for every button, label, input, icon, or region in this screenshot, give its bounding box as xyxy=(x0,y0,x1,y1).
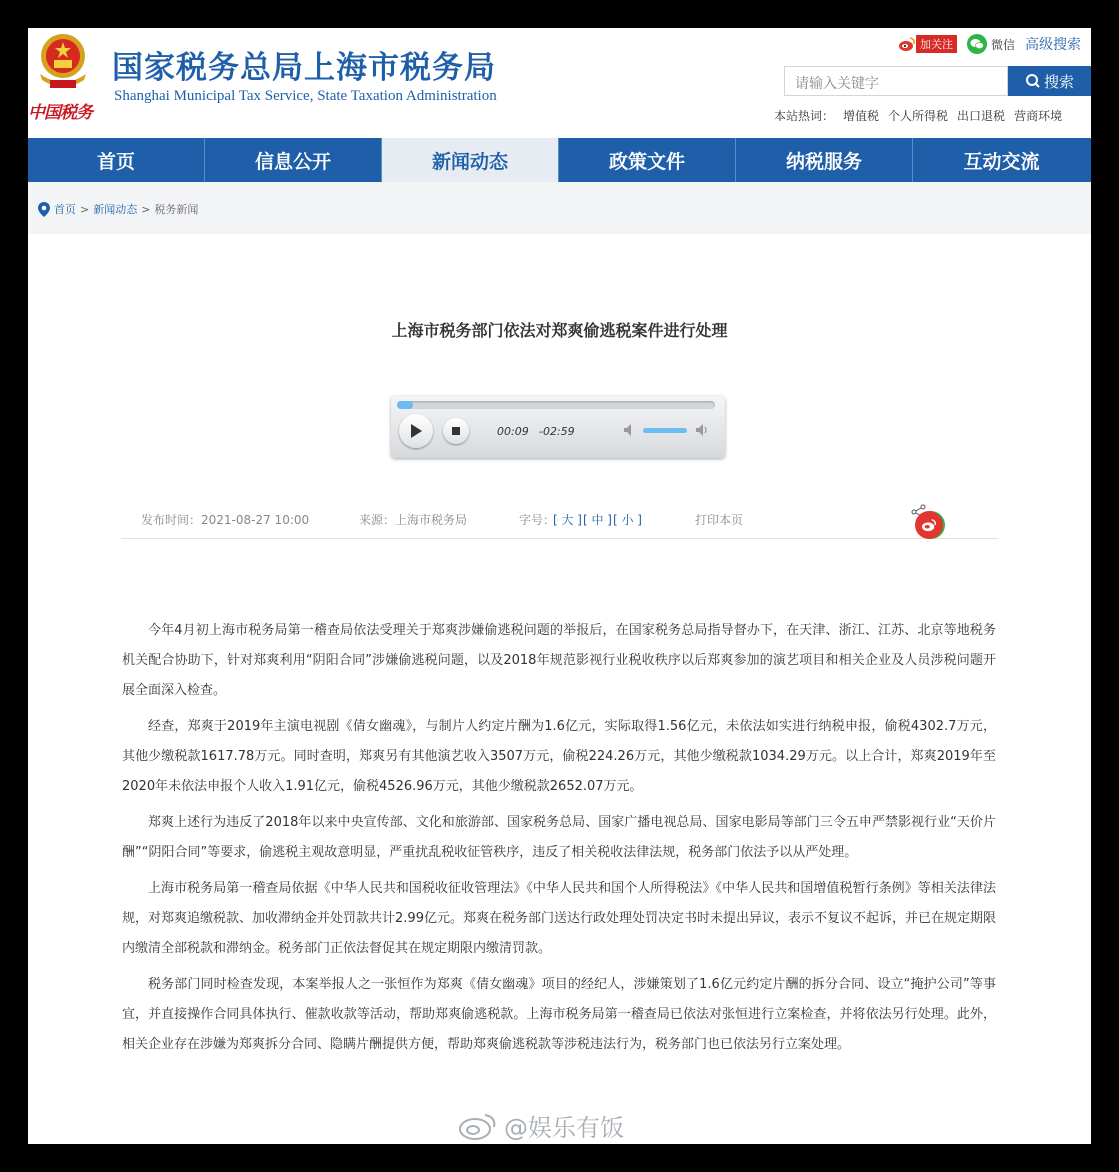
stop-button[interactable] xyxy=(443,418,469,444)
weibo-icon xyxy=(898,36,916,52)
mute-icon[interactable] xyxy=(623,423,637,437)
web-page xyxy=(28,28,1091,1144)
breadcrumb-news[interactable]: 新闻动态 xyxy=(93,203,138,216)
national-emblem-icon xyxy=(34,30,92,96)
hot-word[interactable]: 营商环境 xyxy=(1014,109,1063,123)
article-meta xyxy=(121,504,998,539)
hot-words xyxy=(774,107,1062,124)
font-size-small[interactable]: [ 小 ] xyxy=(613,513,642,527)
tax-seal-logo: 中国税务 xyxy=(28,103,92,123)
search-button[interactable] xyxy=(1008,66,1091,96)
font-size-label: 字号： xyxy=(519,513,556,527)
print-link[interactable]: 打印本页 xyxy=(695,513,744,527)
article-paragraph: 上海市税务局第一稽查局依据《中华人民共和国税收征收管理法》《中华人民共和国个人所得税法》《中华人民共和国增值税暂行条例》等相关法律法规，对郑爽追缴税款、加收滞纳金并处罚款共计2.99亿元。郑爽在税务部门送达行政处理处罚决定书时未提出异议，表示不复议不起诉，并已在规定期限内缴清全部税款和滞纳金。税务部门正依法督促其在规定期限内缴清罚款。 xyxy=(122,881,996,956)
site-title[interactable]: 国家税务总局上海市税务局 xyxy=(112,50,496,86)
article-source: 来源：上海市税务局 xyxy=(359,513,468,527)
site-subtitle: Shanghai Municipal Tax Service, State Taxation Administration xyxy=(114,88,497,104)
breadcrumb-separator: > xyxy=(80,202,90,216)
article-paragraph: 郑爽上述行为违反了2018年以来中央宣传部、文化和旅游部、国家税务总局、国家广播电视总局、国家电影局等部门三令五申严禁影视行业“天价片酬”“阴阳合同”等要求，偷逃税主观故意明显，严重扰乱税收征管秩序，违反了相关税收法律法规，税务部门依法予以从严处理。 xyxy=(122,815,996,860)
share-bar xyxy=(911,504,927,520)
volume-slider[interactable] xyxy=(643,428,687,433)
breadcrumb xyxy=(38,201,198,217)
weibo-watermark-icon xyxy=(458,1112,498,1140)
weibo-follow-button[interactable] xyxy=(898,34,957,54)
nav-item-home[interactable]: 首页 xyxy=(28,138,205,182)
wechat-link[interactable] xyxy=(967,34,1015,54)
main-nav xyxy=(28,138,1091,182)
stop-icon xyxy=(452,427,460,435)
remaining-time: -02:59 xyxy=(539,425,575,438)
search-input[interactable]: 请输入关键字 xyxy=(784,66,1008,96)
watermark-text: @娱乐有饭 xyxy=(504,1114,624,1142)
weibo-watermark xyxy=(458,1108,624,1143)
volume-max-icon[interactable] xyxy=(695,423,709,437)
breadcrumb-current: 税务新闻 xyxy=(154,203,199,216)
article-paragraph: 税务部门同时检查发现，本案举报人之一张恒作为郑爽《倩女幽魂》项目的经纪人，涉嫌策划了1.6亿元约定片酬的拆分合同、设立“掩护公司”等事宜，并直接操作合同具体执行、催款收款等活动，帮助郑爽偷逃税款。上海市税务局第一稽查局已依法对张恒进行立案检查，并将依法另行处理。此外，相关企业存在涉嫌为郑爽拆分合同、隐瞒片酬提供方便，帮助郑爽偷逃税款等涉税违法行为，税务部门也已依法另行立案处理。 xyxy=(122,977,996,1052)
article-paragraph: 今年4月初上海市税务局第一稽查局依法受理关于郑爽涉嫌偷逃税问题的举报后，在国家税务总局指导督办下，在天津、浙江、江苏、北京等地税务机关配合协助下，针对郑爽利用“阴阳合同”涉嫌偷逃税问题，以及2018年规范影视行业税收秩序以后郑爽参加的演艺项目和相关企业及人员涉税问题开展全面深入检查。 xyxy=(122,623,996,698)
wechat-icon xyxy=(967,34,987,54)
advanced-search-link[interactable]: 高级搜索 xyxy=(1025,37,1081,53)
breadcrumb-home[interactable]: 首页 xyxy=(54,203,76,216)
follow-label: 加关注 xyxy=(916,35,957,53)
publish-time: 发布时间：2021-08-27 10:00 xyxy=(141,513,310,527)
location-pin-icon xyxy=(38,202,50,217)
current-time: 00:09 xyxy=(497,425,529,438)
article-body xyxy=(122,616,996,1060)
play-icon xyxy=(410,424,422,438)
audio-progress-track[interactable] xyxy=(397,401,715,409)
hot-word[interactable]: 出口退税 xyxy=(957,109,1006,123)
site-header xyxy=(28,28,1091,138)
nav-item-interaction[interactable]: 互动交流 xyxy=(963,150,1040,173)
nav-item-news[interactable]: 新闻动态 xyxy=(382,138,559,182)
nav-item-info[interactable]: 信息公开 xyxy=(205,138,382,182)
article-paragraph: 经查，郑爽于2019年主演电视剧《倩女幽魂》，与制片人约定片酬为1.6亿元，实际取得1.56亿元，未依法如实进行纳税申报，偷税4302.7万元，其他少缴税款1617.78万元。同时查明，郑爽另有其他演艺收入3507万元，偷税224.26万元，其他少缴税款1034.29万元。以上合计，郑爽2019年至2020年未依法申报个人收入1.91亿元，偷税4526.96万元，其他少缴税款2652.07万元。 xyxy=(122,719,996,794)
wechat-label: 微信 xyxy=(990,37,1015,52)
audio-player xyxy=(391,396,725,458)
hot-word[interactable]: 增值税 xyxy=(843,109,880,123)
share-weibo-icon[interactable] xyxy=(915,511,943,539)
nav-item-service[interactable]: 纳税服务 xyxy=(736,138,913,182)
font-size-large[interactable]: [ 大 ] xyxy=(553,513,582,527)
audio-progress-fill xyxy=(397,401,413,409)
hot-word[interactable]: 个人所得税 xyxy=(888,109,949,123)
article-title: 上海市税务部门依法对郑爽偷逃税案件进行处理 xyxy=(391,321,728,340)
hot-words-label: 本站热词： xyxy=(774,109,835,123)
top-links xyxy=(898,34,1081,54)
search-button-label: 搜索 xyxy=(1043,72,1074,91)
breadcrumb-separator: > xyxy=(141,202,151,216)
font-size-medium[interactable]: [ 中 ] xyxy=(583,513,612,527)
play-button[interactable] xyxy=(399,414,433,448)
breadcrumb-bar xyxy=(28,182,1091,234)
search-icon xyxy=(1025,73,1041,89)
nav-item-policy[interactable]: 政策文件 xyxy=(559,138,736,182)
